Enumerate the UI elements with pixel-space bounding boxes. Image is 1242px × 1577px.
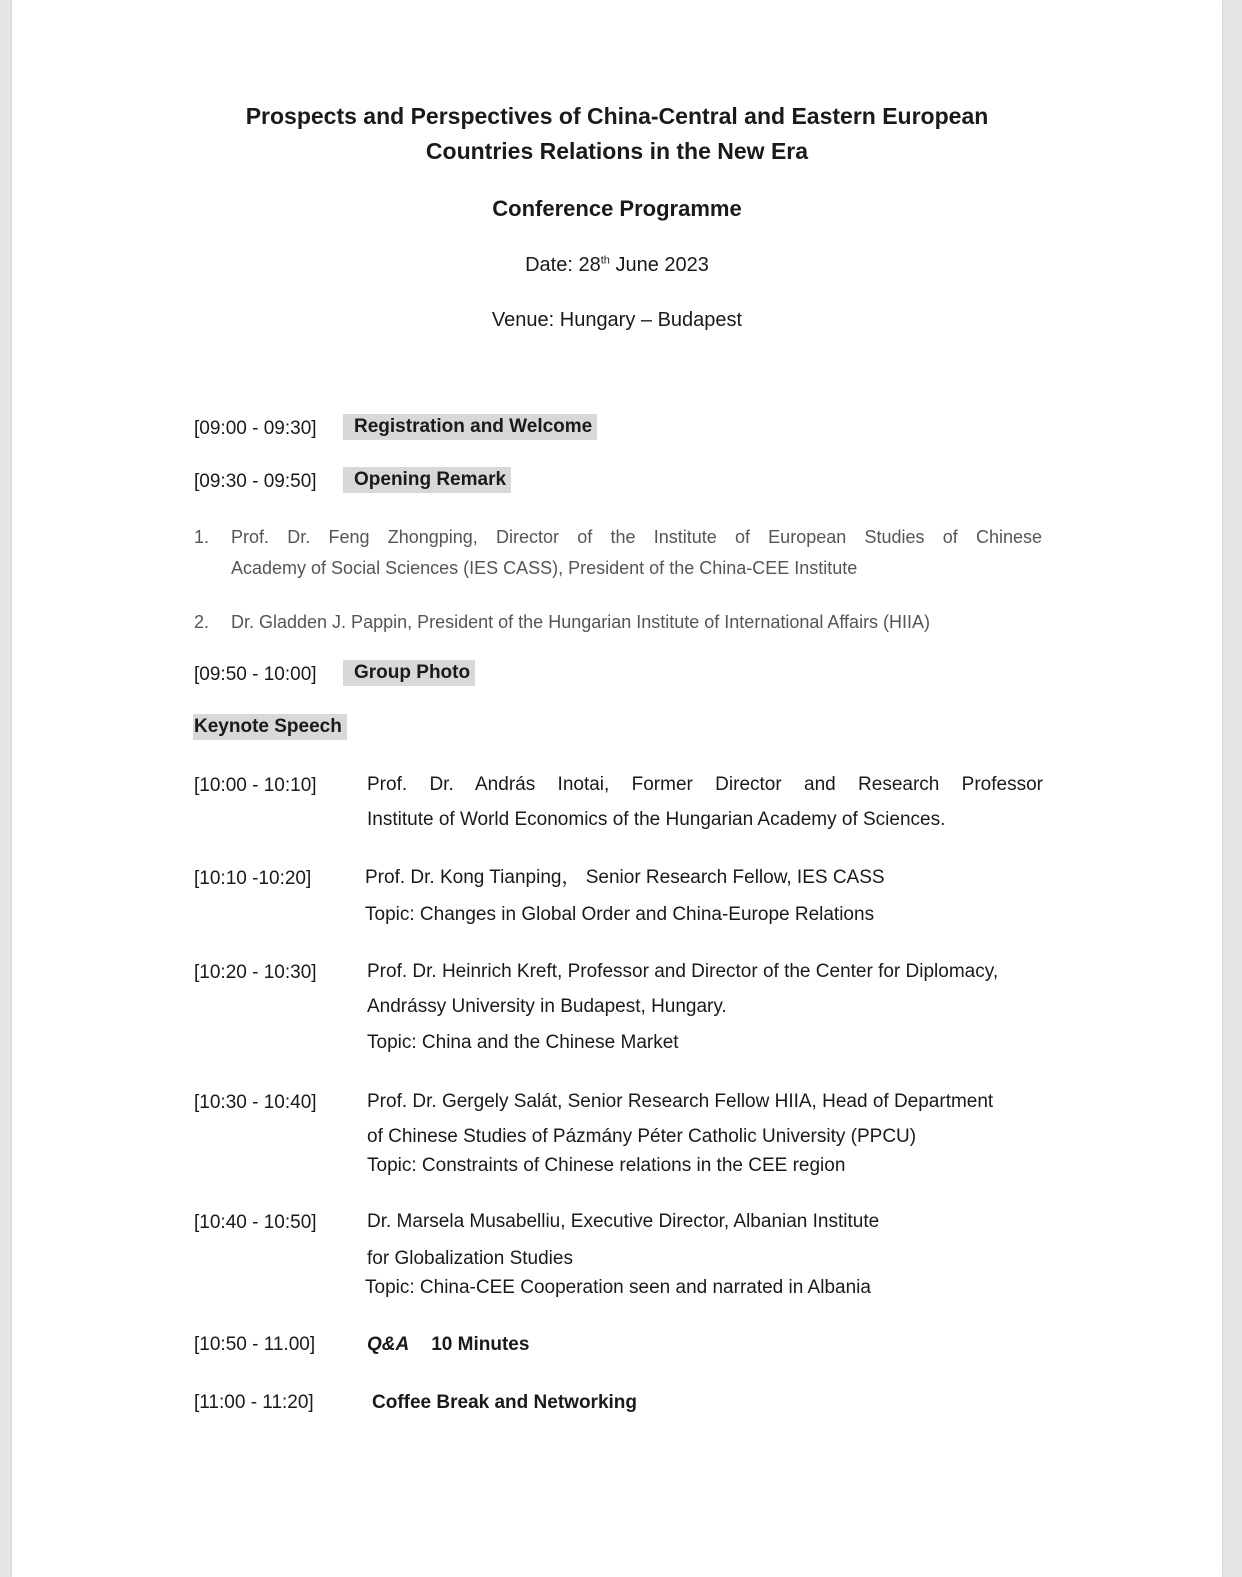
qa-label (367, 1334, 529, 1356)
keynote-5-line-1: Dr. Marsela Musabelliu, Executive Director, Albanian Institute (367, 1211, 880, 1232)
keynote-3-line-1: Prof. Dr. Heinrich Kreft, Professor and Director of the Center for Diplomacy, (367, 961, 999, 982)
photo-highlight: Group Photo (343, 660, 475, 686)
keynote-4-line-2: of Chinese Studies of Pázmány Péter Catholic University (PPCU) (367, 1126, 917, 1147)
programme-heading: Conference Programme (492, 196, 742, 221)
qa-duration: 10 Minutes (431, 1334, 530, 1355)
keynote-2-time: [10:10 -10:20] (194, 868, 312, 889)
registration-time: [09:00 - 09:30] (194, 418, 317, 439)
title-line-2: Countries Relations in the New Era (425, 138, 809, 164)
keynote-4-line-1: Prof. Dr. Gergely Salát, Senior Research Fellow HIIA, Head of Department (367, 1091, 994, 1112)
title-line-1: Prospects and Perspectives of China-Central and Eastern European (245, 103, 989, 129)
opening-item-1-line-2: Academy of Social Sciences (IES CASS), President of the China-CEE Institute (231, 558, 858, 578)
date-suffix: June 2023 (609, 254, 709, 276)
conference-venue: Venue: Hungary – Budapest (491, 309, 743, 331)
qa-title: Q&A (367, 1334, 410, 1355)
keynote-4-time: [10:30 - 10:40] (194, 1092, 317, 1113)
date-prefix: Date: 28 (525, 254, 601, 276)
registration-label (343, 416, 597, 438)
keynote-3-time: [10:20 - 10:30] (194, 962, 317, 983)
opening-item-1-number: 1. (194, 527, 210, 547)
conference-date (12, 254, 1222, 277)
opening-time: [09:30 - 09:50] (194, 471, 317, 492)
keynote-heading (193, 716, 347, 738)
keynote-4-line-3: Topic: Constraints of Chinese relations in the CEE region (367, 1155, 846, 1176)
keynote-1-line-2: Institute of World Economics of the Hungarian Academy of Sciences. (367, 809, 946, 830)
opening-item-1-line-1: Prof. Dr. Feng Zhongping, Director of the Institute of European Studies of Chinese (231, 527, 1042, 547)
keynote-3-line-2: Andrássy University in Budapest, Hungary. (367, 996, 727, 1017)
keynote-1-line-1: Prof. Dr. András Inotai, Former Director and Research Professor (367, 774, 1043, 795)
coffee-time: [11:00 - 11:20] (194, 1392, 314, 1413)
coffee-label: Coffee Break and Networking (372, 1392, 637, 1413)
keynote-5-line-3: Topic: China-CEE Cooperation seen and narrated in Albania (365, 1277, 871, 1298)
keynote-2-line-2: Topic: Changes in Global Order and China-Europe Relations (365, 904, 875, 925)
keynote-1-time: [10:00 - 10:10] (194, 775, 317, 796)
keynote-3-line-3: Topic: China and the Chinese Market (367, 1032, 679, 1053)
keynote-5-line-2: for Globalization Studies (367, 1248, 573, 1269)
keynote-highlight: Keynote Speech (193, 714, 347, 740)
keynote-2-line-1: Prof. Dr. Kong Tianping， Senior Research Fellow, IES CASS (365, 867, 885, 888)
qa-time: [10:50 - 11.00] (194, 1334, 316, 1355)
registration-highlight: Registration and Welcome (343, 414, 597, 440)
conference-title (12, 99, 1222, 169)
photo-label (343, 662, 475, 684)
document-page (12, 0, 1222, 1577)
photo-time: [09:50 - 10:00] (194, 664, 317, 685)
date-superscript: th (600, 254, 610, 267)
opening-label (343, 469, 511, 491)
keynote-5-time: [10:40 - 10:50] (194, 1212, 317, 1233)
opening-highlight: Opening Remark (343, 467, 511, 493)
opening-item-2-number: 2. (194, 612, 210, 632)
opening-item-2-line-1: Dr. Gladden J. Pappin, President of the Hungarian Institute of International Affairs (HIIA) (231, 612, 931, 632)
